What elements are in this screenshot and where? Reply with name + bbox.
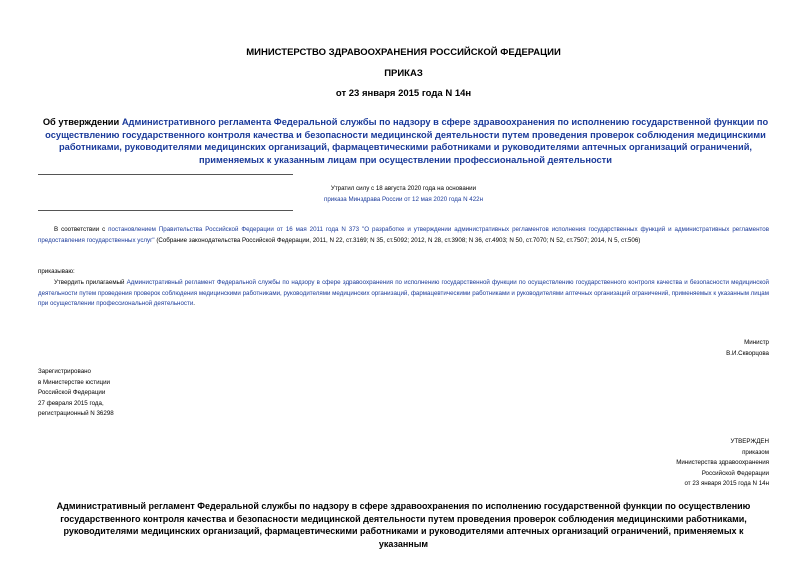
order-title [38, 116, 773, 166]
doc-type-heading: ПРИКАЗ [384, 68, 423, 79]
registration-line-3: Российской Федерации [38, 389, 106, 396]
preamble-decree-link[interactable]: постановлением Правительства Российской Федерации от 16 мая 2011 года N 373 "О разработке и утверждении административных регламентов исполнения государственных функций и административных регламентов предоставления государственных услуг" [38, 226, 770, 244]
signature-block [726, 338, 769, 359]
order-date: от 23 января 2015 года N 14н [335, 88, 472, 99]
preamble-tail: (Собрание законодательства Российской Федерации, 2011, N 22, ст.3169; N 35, ст.5092; 2012, N 28, ст.3908; N 36, ст.4903; N 50, ст.7070; N 52, ст.7507; 2014, N 5, ст.506) [154, 236, 641, 244]
signature-position: Министр [744, 339, 769, 346]
title-prefix: Об утверждении [42, 117, 122, 127]
divider-bottom [38, 210, 293, 211]
divider-top [38, 174, 293, 175]
approved-line-5: от 23 января 2015 года N 14н [684, 480, 769, 487]
ministry-heading: МИНИСТЕРСТВО ЗДРАВООХРАНЕНИЯ РОССИЙСКОЙ ФЕДЕРАЦИИ [246, 47, 561, 58]
registration-block [38, 367, 114, 420]
title-regulation-link[interactable]: Административного регламента Федеральной службы по надзору в сфере здравоохранения по исполнению государственной функции по осуществлению государственного контроля качества и безопасности медицинской деятельности путем проведения проверок соблюдения медицинскими работниками, руководителями медицинских организаций, фармацевтическими работниками и руководителями аптечных организаций ограничений, применяемых к указанным лицам при осуществлении профессиональной деятельности [45, 117, 769, 165]
order-word: приказываю: [38, 268, 75, 275]
registration-line-4: 27 февраля 2015 года, [38, 399, 104, 407]
registration-line-1: Зарегистрировано [38, 368, 91, 375]
registration-line-2: в Министерстве юстиции [38, 378, 111, 386]
approved-line-4: Российской Федерации [701, 469, 769, 477]
approved-line-1: УТВЕРЖДЕН [730, 438, 769, 445]
preamble-paragraph [38, 225, 769, 246]
approve-regulation-link[interactable]: Административный регламент Федеральной службы по надзору в сфере здравоохранения по исполнению государственной функции по осуществлению государственного контроля качества и безопасности медицинской деятельности путем проведения проверок соблюдения медицинскими работниками, руководителями медицинских организаций, фармацевтическими работниками и руководителями аптечных организаций ограничений, применяемых к указанным лицам при осуществлении профессиональной деятельности [38, 279, 769, 307]
approved-line-2: приказом [742, 448, 769, 456]
approve-lead: Утвердить прилагаемый [54, 279, 127, 286]
approve-tail: . [193, 300, 196, 307]
approved-line-3: Министерства здравоохранения [676, 459, 769, 466]
approve-paragraph [38, 278, 769, 310]
registration-line-5: регистрационный N 36298 [38, 410, 114, 417]
status-line-1: Утратил силу с 18 августа 2020 года на основании [330, 185, 477, 192]
status-revocation-link[interactable]: приказа Минздрава России от 12 мая 2020 года N 422н [323, 196, 483, 203]
approved-block [676, 437, 769, 490]
regulation-title: Административный регламент Федеральной службы по надзору в сфере здравоохранения по исполнению государственной функции по осуществлению государственного контроля качества и безопасности медицинской деятельности путем проведения проверок соблюдения медицинскими работниками, руководителями медицинских организаций, фармацевтическими работниками и руководителями аптечных организаций ограничений, применяемых к указанным [56, 501, 751, 549]
preamble-lead: В соответствии с [54, 226, 109, 233]
signature-name: В.И.Скворцова [726, 349, 769, 357]
